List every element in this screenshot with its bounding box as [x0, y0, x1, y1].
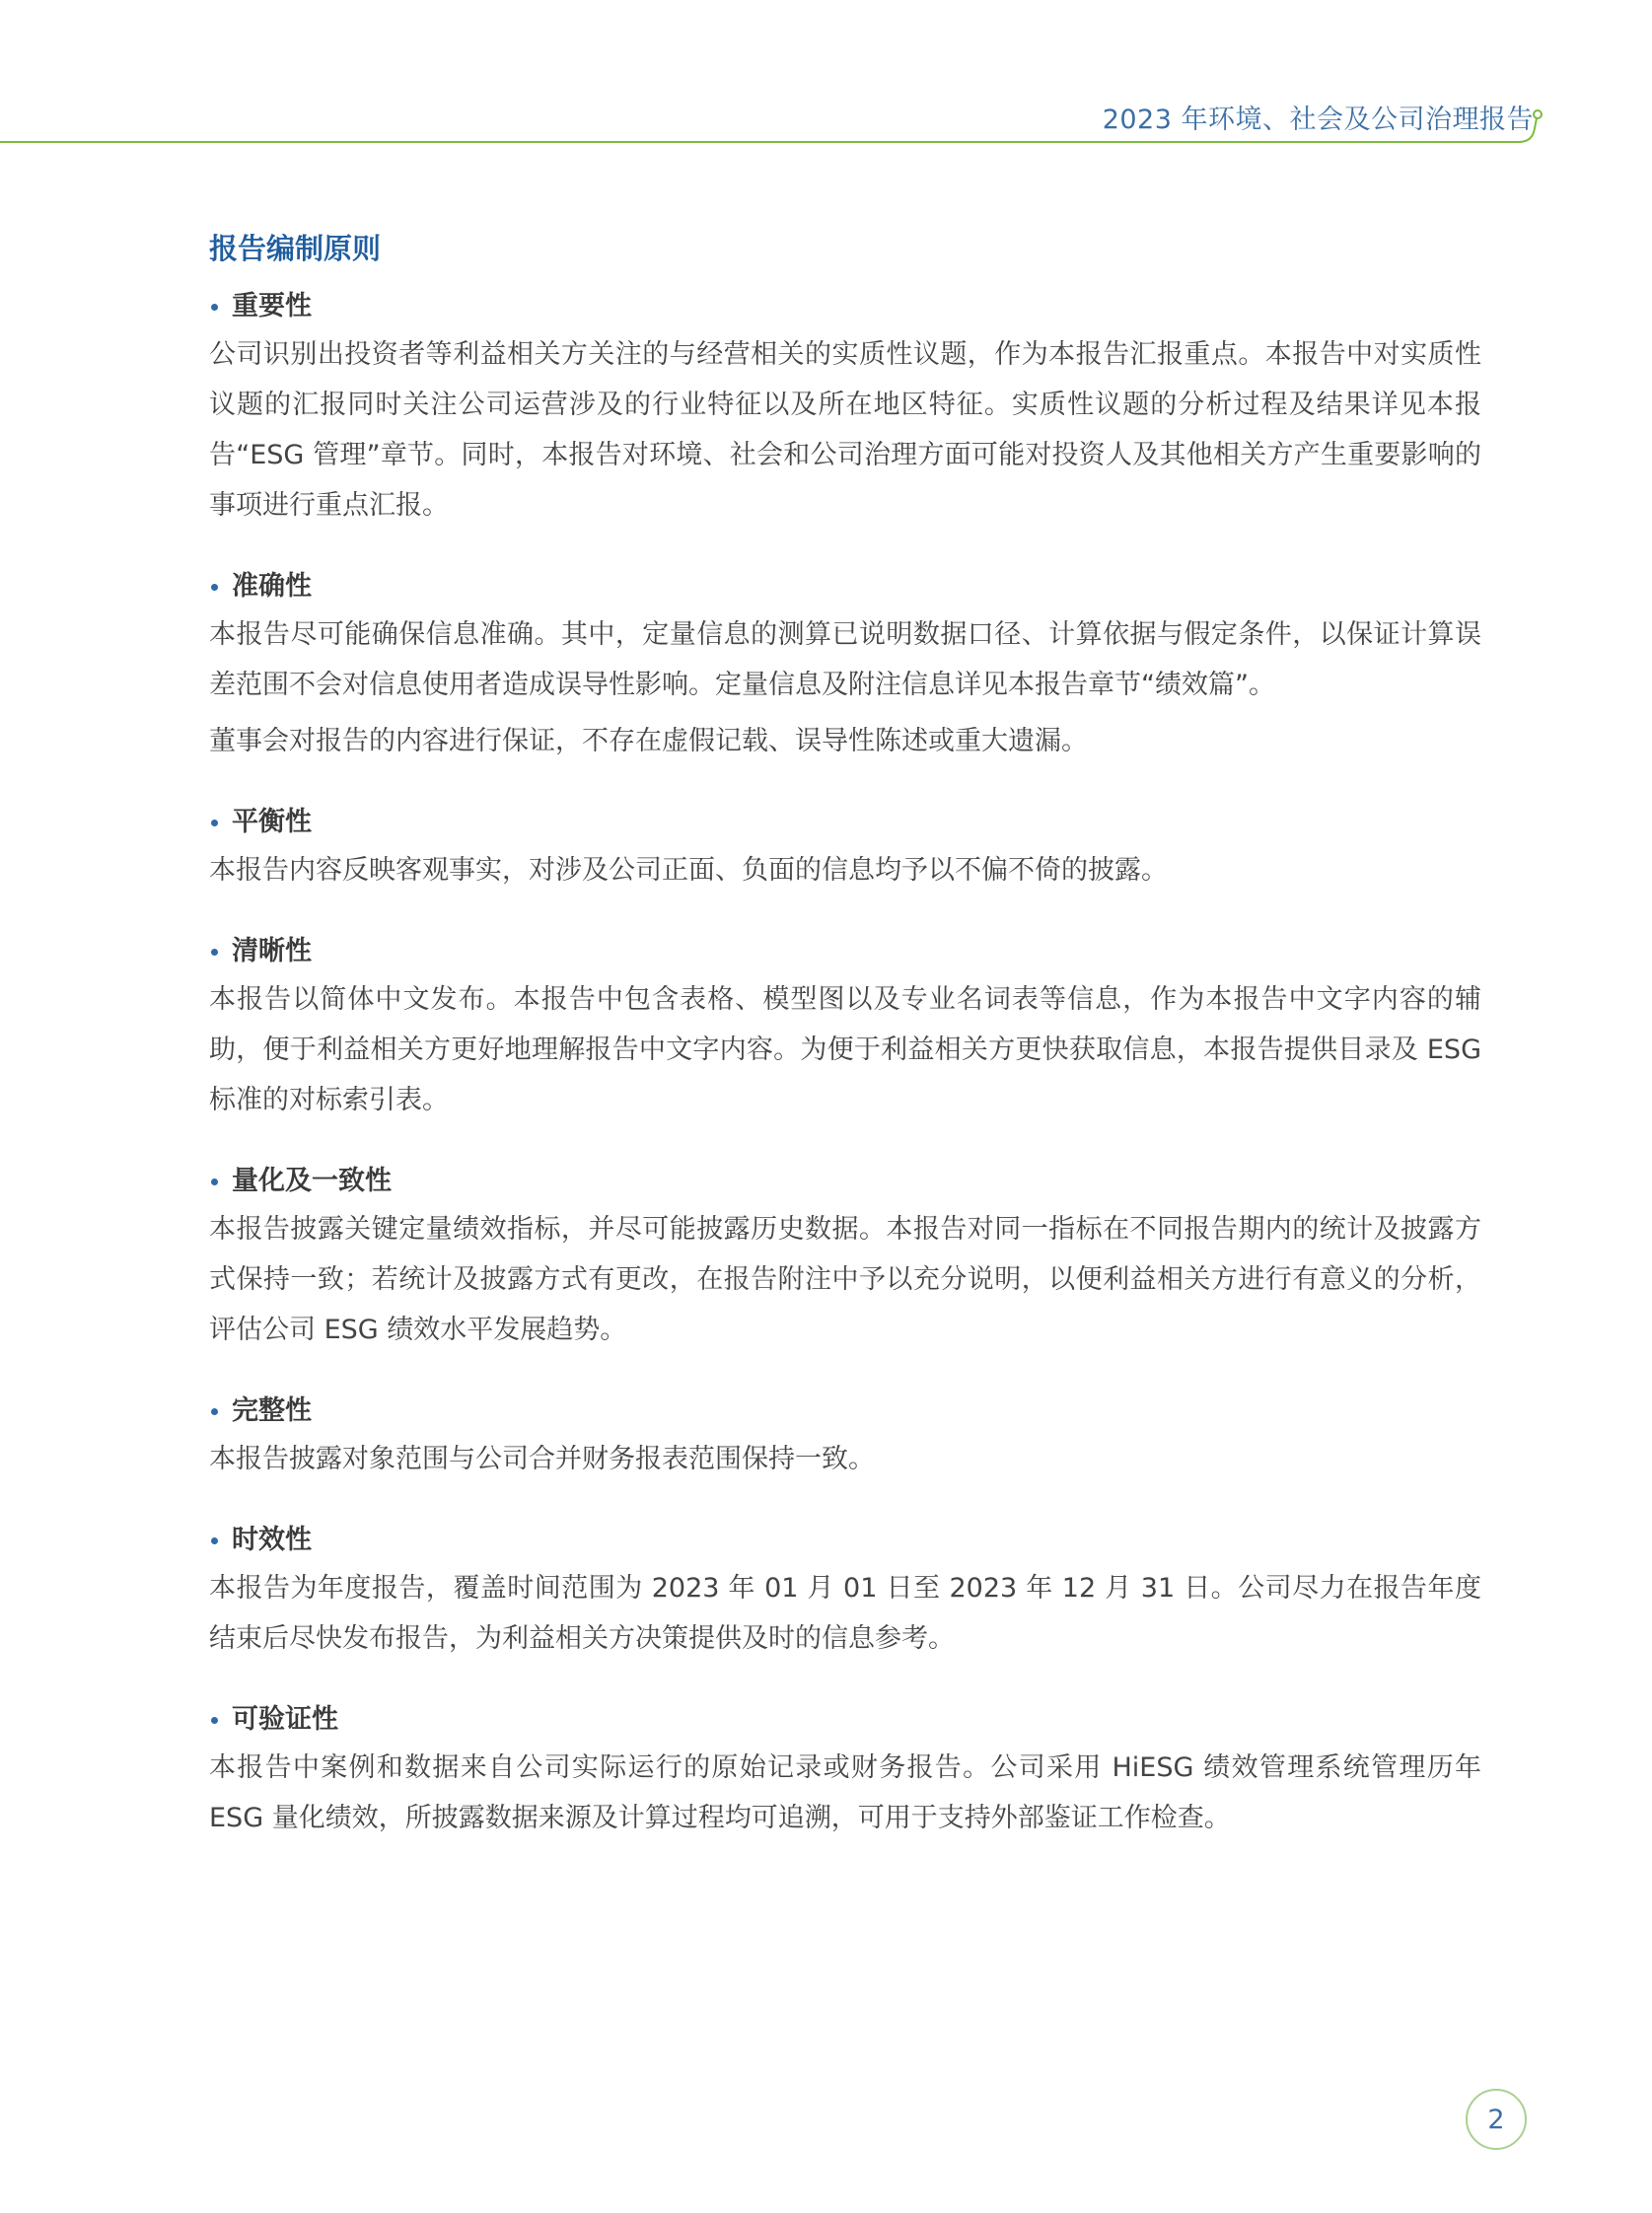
- principle-paragraph: 公司识别出投资者等利益相关方关注的与经营相关的实质性议题，作为本报告汇报重点。本报告中对实质性议题的汇报同时关注公司运营涉及的行业特征以及所在地区特征。实质性议题的分析过程及结果详见本报告“ESG 管理”章节。同时，本报告对环境、社会和公司治理方面可能对投资人及其他相关方产生重要影响的事项进行重点汇报。: [209, 339, 1481, 521]
- header-rule: [0, 99, 1652, 158]
- principle-paragraph: 本报告内容反映客观事实，对涉及公司正面、负面的信息均予以不偏不倚的披露。: [209, 855, 1168, 886]
- principle-heading: [209, 1159, 1481, 1204]
- principle-heading: [209, 564, 1481, 609]
- principle-heading: [209, 284, 1481, 329]
- principle-item: [209, 284, 1481, 531]
- bullet-icon: [211, 1178, 218, 1185]
- principle-heading-label: 可验证性: [232, 1704, 338, 1735]
- principle-heading-label: 准确性: [232, 571, 312, 602]
- principle-heading-label: 完整性: [232, 1395, 312, 1426]
- bullet-icon: [211, 1537, 218, 1544]
- principle-heading-label: 时效性: [232, 1525, 312, 1555]
- principle-paragraph: 董事会对报告的内容进行保证，不存在虚假记载、误导性陈述或重大遗漏。: [209, 726, 1088, 756]
- section-title: 报告编制原则: [209, 232, 382, 265]
- principle-item: [209, 800, 1481, 895]
- principle-paragraph: 本报告为年度报告，覆盖时间范围为 2023 年 01 月 01 日至 2023 年 12 月 31 日。公司尽力在报告年度结束后尽快发布报告，为利益相关方决策提供及时的信息参考。: [209, 1573, 1481, 1654]
- principle-heading-label: 平衡性: [232, 807, 312, 837]
- principle-heading: [209, 1518, 1481, 1563]
- bullet-icon: [211, 1717, 218, 1724]
- principle-heading-label: 重要性: [232, 291, 312, 321]
- header-title: 2023 年环境、社会及公司治理报告: [1102, 105, 1534, 135]
- bullet-icon: [211, 304, 218, 311]
- principles-list: [209, 284, 1481, 1843]
- principle-heading: [209, 1389, 1481, 1434]
- principle-item: [209, 564, 1481, 766]
- bullet-icon: [211, 1408, 218, 1415]
- principle-heading: [209, 929, 1481, 974]
- principle-paragraph: 本报告披露对象范围与公司合并财务报表范围保持一致。: [209, 1444, 875, 1474]
- principle-item: [209, 1159, 1481, 1355]
- principle-paragraph: 本报告中案例和数据来自公司实际运行的原始记录或财务报告。公司采用 HiESG 绩效管理系统管理历年 ESG 量化绩效，所披露数据来源及计算过程均可追溯，可用于支持外部鉴证工作检查。: [209, 1752, 1481, 1833]
- bullet-icon: [211, 820, 218, 826]
- principle-heading: [209, 800, 1481, 845]
- report-principles: [209, 225, 1481, 1877]
- bullet-icon: [211, 584, 218, 591]
- principle-item: [209, 929, 1481, 1125]
- principle-paragraph: 本报告披露关键定量绩效指标，并尽可能披露历史数据。本报告对同一指标在不同报告期内的统计及披露方式保持一致；若统计及披露方式有更改，在报告附注中予以充分说明，以便利益相关方进行有意义的分析，评估公司 ESG 绩效水平发展趋势。: [209, 1214, 1481, 1345]
- page-number: 2: [1466, 2089, 1527, 2150]
- principle-item: [209, 1697, 1481, 1843]
- principle-item: [209, 1389, 1481, 1484]
- principle-paragraph: 本报告尽可能确保信息准确。其中，定量信息的测算已说明数据口径、计算依据与假定条件，以保证计算误差范围不会对信息使用者造成误导性影响。定量信息及附注信息详见本报告章节“绩效篇”。: [209, 619, 1481, 700]
- principle-heading: [209, 1697, 1481, 1743]
- principle-heading-label: 清晰性: [232, 936, 312, 966]
- principle-heading-label: 量化及一致性: [232, 1166, 392, 1196]
- principle-paragraph: 本报告以简体中文发布。本报告中包含表格、模型图以及专业名词表等信息，作为本报告中文字内容的辅助，便于利益相关方更好地理解报告中文字内容。为便于利益相关方更快获取信息，本报告提供目录及 ESG 标准的对标索引表。: [209, 984, 1481, 1115]
- principle-item: [209, 1518, 1481, 1664]
- bullet-icon: [211, 949, 218, 956]
